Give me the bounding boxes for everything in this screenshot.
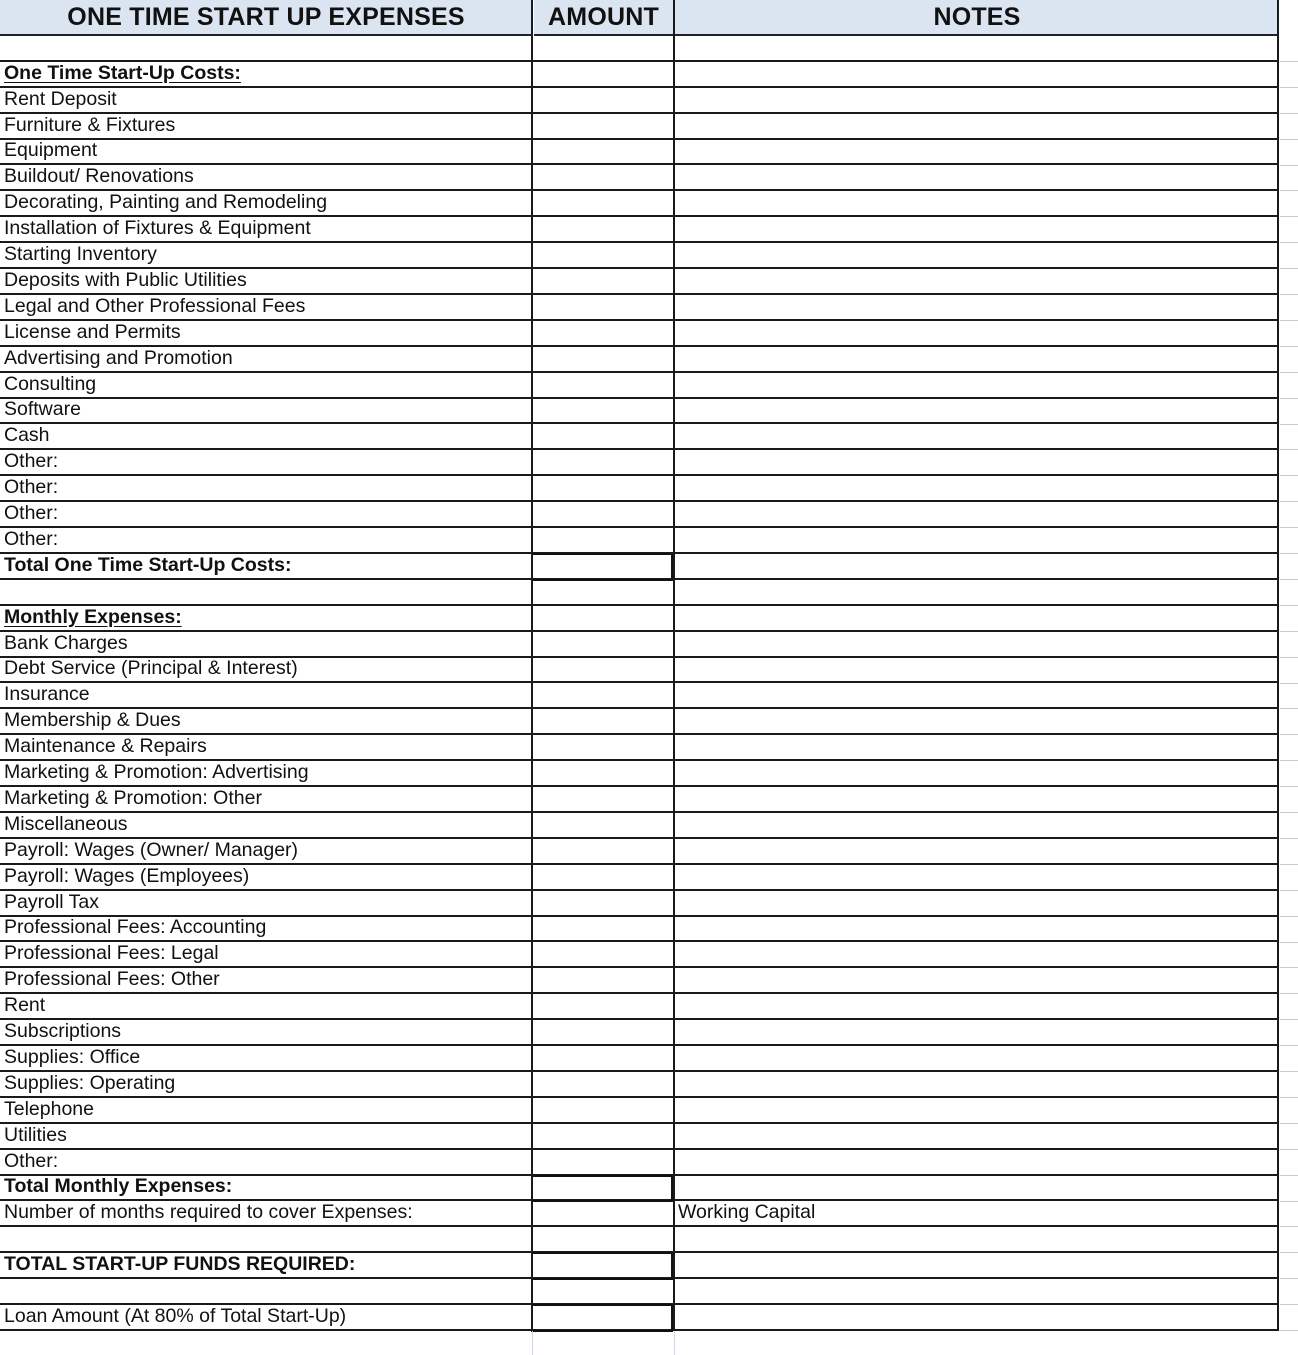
amount-cell[interactable] xyxy=(533,1150,673,1174)
notes-cell[interactable] xyxy=(675,917,1279,941)
total-amount-box[interactable] xyxy=(531,553,673,581)
row-label: Decorating, Painting and Remodeling xyxy=(4,191,328,214)
gridline-bottom-a xyxy=(532,1331,533,1355)
amount-cell[interactable] xyxy=(533,399,673,423)
row-label: Installation of Fixtures & Equipment xyxy=(4,217,311,240)
gridline xyxy=(1280,864,1298,865)
amount-cell[interactable] xyxy=(533,1046,673,1070)
row-label: Other: xyxy=(4,527,59,550)
amount-cell[interactable] xyxy=(533,1124,673,1148)
notes-cell[interactable] xyxy=(675,36,1279,60)
table-row xyxy=(0,917,1279,943)
gridline xyxy=(1280,967,1298,968)
gridline xyxy=(1280,61,1298,62)
notes-cell[interactable] xyxy=(675,373,1279,397)
row-note: Working Capital xyxy=(678,1201,816,1224)
notes-cell[interactable] xyxy=(675,813,1279,837)
gridline xyxy=(1280,1278,1298,1279)
notes-cell[interactable] xyxy=(675,62,1279,86)
row-label: Marketing & Promotion: Advertising xyxy=(4,761,309,784)
table-row xyxy=(0,1124,1279,1150)
amount-cell[interactable] xyxy=(533,580,673,604)
row-label: Furniture & Fixtures xyxy=(4,113,176,136)
table-row xyxy=(0,321,1279,347)
row-label: Professional Fees: Other xyxy=(4,968,220,991)
amount-cell[interactable] xyxy=(533,606,673,630)
gridline xyxy=(1280,631,1298,632)
notes-cell[interactable] xyxy=(675,1253,1279,1277)
row-label: Membership & Dues xyxy=(4,709,181,732)
gridline xyxy=(1280,657,1298,658)
table-row xyxy=(0,1227,1279,1253)
amount-cell[interactable] xyxy=(533,166,673,190)
gridline xyxy=(1280,683,1298,684)
table-row xyxy=(0,709,1279,735)
table-row xyxy=(0,1072,1279,1098)
notes-cell[interactable] xyxy=(675,1072,1279,1096)
table-row xyxy=(0,839,1279,865)
table-row xyxy=(0,787,1279,813)
notes-cell[interactable] xyxy=(675,1020,1279,1044)
row-label: Deposits with Public Utilities xyxy=(4,268,247,291)
table-row xyxy=(0,88,1279,114)
gridline xyxy=(1280,942,1298,943)
gridline xyxy=(1280,294,1298,295)
table-row xyxy=(0,813,1279,839)
table-row xyxy=(0,735,1279,761)
notes-cell[interactable] xyxy=(675,994,1279,1018)
amount-cell[interactable] xyxy=(533,735,673,759)
gridline xyxy=(1280,1252,1298,1253)
notes-cell[interactable] xyxy=(675,761,1279,785)
amount-cell[interactable] xyxy=(533,450,673,474)
gridline xyxy=(1280,916,1298,917)
table-row xyxy=(0,1046,1279,1072)
table-row xyxy=(0,580,1279,606)
table-row xyxy=(0,1150,1279,1176)
table-row xyxy=(0,658,1279,684)
row-label: Payroll: Wages (Employees) xyxy=(4,864,250,887)
row-label: Payroll Tax xyxy=(4,890,100,913)
gridline xyxy=(1280,1330,1298,1331)
row-label: Loan Amount (At 80% of Total Start-Up) xyxy=(4,1304,347,1327)
gridline xyxy=(1280,1097,1298,1098)
amount-cell[interactable] xyxy=(533,114,673,138)
table-row xyxy=(0,269,1279,295)
row-label: Supplies: Office xyxy=(4,1045,141,1068)
row-label: Cash xyxy=(4,424,50,447)
row-label: Maintenance & Repairs xyxy=(4,735,207,758)
notes-cell[interactable] xyxy=(675,1150,1279,1174)
gridline xyxy=(1280,1226,1298,1227)
row-label: Bank Charges xyxy=(4,631,128,654)
gridline xyxy=(1280,501,1298,502)
notes-cell[interactable] xyxy=(675,606,1279,630)
gridline xyxy=(1280,242,1298,243)
notes-cell[interactable] xyxy=(675,295,1279,319)
table-row xyxy=(0,450,1279,476)
notes-cell[interactable] xyxy=(675,632,1279,656)
gridline xyxy=(1280,1149,1298,1150)
gridline xyxy=(1280,113,1298,114)
amount-cell[interactable] xyxy=(533,373,673,397)
table-row xyxy=(0,968,1279,994)
amount-cell[interactable] xyxy=(533,36,673,60)
row-label: License and Permits xyxy=(4,320,181,343)
amount-cell[interactable] xyxy=(533,502,673,526)
notes-cell[interactable] xyxy=(675,943,1279,967)
amount-cell[interactable] xyxy=(533,1072,673,1096)
row-label: Legal and Other Professional Fees xyxy=(4,294,306,317)
table-row xyxy=(0,606,1279,632)
row-label: TOTAL START-UP FUNDS REQUIRED: xyxy=(4,1253,356,1276)
notes-cell[interactable] xyxy=(675,735,1279,759)
amount-cell[interactable] xyxy=(533,243,673,267)
amount-cell[interactable] xyxy=(533,761,673,785)
amount-cell[interactable] xyxy=(533,943,673,967)
row-label: Number of months required to cover Expenses: xyxy=(4,1201,413,1224)
gridline xyxy=(1280,346,1298,347)
table-row xyxy=(0,347,1279,373)
row-label: Debt Service (Principal & Interest) xyxy=(4,657,298,680)
row-label: Advertising and Promotion xyxy=(4,346,233,369)
gridline-bottom-b xyxy=(674,1331,675,1355)
gridline xyxy=(1280,993,1298,994)
gridline xyxy=(1280,139,1298,140)
table-row xyxy=(0,684,1279,710)
row-label: Other: xyxy=(4,450,59,473)
notes-cell[interactable] xyxy=(675,88,1279,112)
row-label: Total One Time Start-Up Costs: xyxy=(4,553,292,576)
notes-cell[interactable] xyxy=(675,787,1279,811)
gridline xyxy=(1280,890,1298,891)
gridline xyxy=(1280,812,1298,813)
notes-cell[interactable] xyxy=(675,839,1279,863)
gridline xyxy=(1280,1045,1298,1046)
table-row xyxy=(0,425,1279,451)
total-amount-box[interactable] xyxy=(531,1252,673,1280)
amount-cell[interactable] xyxy=(533,217,673,241)
notes-cell[interactable] xyxy=(675,1227,1279,1251)
amount-cell[interactable] xyxy=(533,994,673,1018)
notes-cell[interactable] xyxy=(675,1279,1279,1303)
amount-cell[interactable] xyxy=(533,839,673,863)
table-row xyxy=(0,217,1279,243)
notes-cell[interactable] xyxy=(675,1046,1279,1070)
gridline xyxy=(1280,1175,1298,1176)
amount-cell[interactable] xyxy=(533,269,673,293)
gridline xyxy=(1280,734,1298,735)
row-label: Rent Deposit xyxy=(4,87,117,110)
amount-cell[interactable] xyxy=(533,917,673,941)
row-label: Supplies: Operating xyxy=(4,1071,176,1094)
table-row xyxy=(0,632,1279,658)
row-label: Other: xyxy=(4,1149,59,1172)
notes-cell[interactable] xyxy=(675,191,1279,215)
notes-cell[interactable] xyxy=(675,166,1279,190)
gridline xyxy=(1280,579,1298,580)
notes-cell[interactable] xyxy=(675,425,1279,449)
row-label: Insurance xyxy=(4,683,90,706)
notes-cell[interactable] xyxy=(675,243,1279,267)
amount-cell[interactable] xyxy=(533,865,673,889)
gridline xyxy=(1280,475,1298,476)
amount-cell[interactable] xyxy=(533,140,673,164)
table-row xyxy=(0,62,1279,88)
gridline xyxy=(1280,708,1298,709)
gridline xyxy=(1280,216,1298,217)
notes-cell[interactable] xyxy=(675,1176,1279,1200)
notes-cell[interactable] xyxy=(675,1098,1279,1122)
notes-cell[interactable] xyxy=(675,140,1279,164)
gridline xyxy=(1280,1304,1298,1305)
gridline xyxy=(1280,527,1298,528)
amount-cell[interactable] xyxy=(533,476,673,500)
table-row xyxy=(0,140,1279,166)
amount-cell[interactable] xyxy=(533,528,673,552)
gridline xyxy=(1280,1201,1298,1202)
row-label: Marketing & Promotion: Other xyxy=(4,786,262,809)
notes-cell[interactable] xyxy=(675,968,1279,992)
table-row xyxy=(0,399,1279,425)
amount-cell[interactable] xyxy=(533,1020,673,1044)
amount-cell[interactable] xyxy=(533,632,673,656)
row-label: Other: xyxy=(4,476,59,499)
row-label: Miscellaneous xyxy=(4,812,128,835)
table-row xyxy=(0,761,1279,787)
row-label: Consulting xyxy=(4,372,97,395)
gridline xyxy=(1280,268,1298,269)
notes-cell[interactable] xyxy=(675,269,1279,293)
table-row xyxy=(0,528,1279,554)
table-row xyxy=(0,476,1279,502)
table-row xyxy=(0,865,1279,891)
gridline xyxy=(1280,320,1298,321)
row-label: Professional Fees: Legal xyxy=(4,942,219,965)
row-label: Professional Fees: Accounting xyxy=(4,916,267,939)
row-label: Buildout/ Renovations xyxy=(4,165,194,188)
row-label: Total Monthly Expenses: xyxy=(4,1175,233,1198)
table-row xyxy=(0,1279,1279,1305)
row-label: Utilities xyxy=(4,1123,67,1146)
total-amount-box[interactable] xyxy=(531,1175,673,1203)
table-row xyxy=(0,243,1279,269)
gridline xyxy=(1280,553,1298,554)
notes-cell[interactable] xyxy=(675,865,1279,889)
gridline xyxy=(1280,165,1298,166)
table-row xyxy=(0,114,1279,140)
amount-column-divider xyxy=(531,0,533,1331)
table-row xyxy=(0,1098,1279,1124)
row-label: Monthly Expenses: xyxy=(4,605,182,628)
amount-cell[interactable] xyxy=(533,787,673,811)
gridline xyxy=(1280,372,1298,373)
row-label: Equipment xyxy=(4,139,98,162)
table-row xyxy=(0,502,1279,528)
gridline xyxy=(1280,760,1298,761)
table-row xyxy=(0,1020,1279,1046)
notes-cell[interactable] xyxy=(675,554,1279,578)
row-label: Other: xyxy=(4,502,59,525)
table-row xyxy=(0,36,1279,62)
header-expenses: ONE TIME START UP EXPENSES xyxy=(0,0,532,36)
amount-cell[interactable] xyxy=(533,709,673,733)
amount-cell[interactable] xyxy=(533,1098,673,1122)
notes-cell[interactable] xyxy=(675,450,1279,474)
table-row xyxy=(0,1202,1279,1228)
amount-cell[interactable] xyxy=(533,968,673,992)
row-label: Payroll: Wages (Owner/ Manager) xyxy=(4,838,299,861)
amount-cell[interactable] xyxy=(533,191,673,215)
gridline xyxy=(1280,87,1298,88)
notes-cell[interactable] xyxy=(675,528,1279,552)
row-label: Rent xyxy=(4,994,46,1017)
right-border xyxy=(1277,0,1279,1331)
notes-cell[interactable] xyxy=(675,709,1279,733)
notes-cell[interactable] xyxy=(675,347,1279,371)
notes-cell[interactable] xyxy=(675,658,1279,682)
table-row xyxy=(0,943,1279,969)
amount-cell[interactable] xyxy=(533,1279,673,1303)
total-amount-box[interactable] xyxy=(531,1304,673,1332)
table-row xyxy=(0,191,1279,217)
amount-cell[interactable] xyxy=(533,295,673,319)
table-row xyxy=(0,295,1279,321)
notes-cell[interactable] xyxy=(675,502,1279,526)
gridline xyxy=(1280,1071,1298,1072)
row-label: One Time Start-Up Costs: xyxy=(4,61,241,84)
amount-cell[interactable] xyxy=(533,1202,673,1226)
notes-cell[interactable] xyxy=(675,684,1279,708)
header-amount: AMOUNT xyxy=(534,0,673,36)
notes-cell[interactable] xyxy=(675,1305,1279,1329)
gridline xyxy=(1280,1123,1298,1124)
row-label: Starting Inventory xyxy=(4,243,157,266)
gridline xyxy=(1280,1019,1298,1020)
amount-cell[interactable] xyxy=(533,347,673,371)
gridline xyxy=(1280,398,1298,399)
table-row xyxy=(0,994,1279,1020)
table-row xyxy=(0,166,1279,192)
row-label: Telephone xyxy=(4,1097,94,1120)
notes-cell[interactable] xyxy=(675,580,1279,604)
amount-cell[interactable] xyxy=(533,321,673,345)
gridline xyxy=(1280,605,1298,606)
row-label: Software xyxy=(4,398,81,421)
notes-cell[interactable] xyxy=(675,476,1279,500)
amount-cell[interactable] xyxy=(533,1227,673,1251)
header-notes: NOTES xyxy=(675,0,1279,36)
notes-cell[interactable] xyxy=(675,217,1279,241)
gridline xyxy=(1280,786,1298,787)
notes-cell[interactable] xyxy=(675,399,1279,423)
amount-cell[interactable] xyxy=(533,62,673,86)
notes-cell[interactable] xyxy=(675,321,1279,345)
row-label: Subscriptions xyxy=(4,1020,122,1043)
gridline xyxy=(1280,424,1298,425)
gridline xyxy=(1280,838,1298,839)
amount-cell[interactable] xyxy=(533,658,673,682)
gridline xyxy=(1280,190,1298,191)
notes-cell[interactable] xyxy=(675,891,1279,915)
gridline xyxy=(1280,449,1298,450)
amount-cell[interactable] xyxy=(533,684,673,708)
table-row xyxy=(0,891,1279,917)
notes-column-divider xyxy=(673,0,675,1331)
amount-cell[interactable] xyxy=(533,891,673,915)
notes-cell[interactable] xyxy=(675,1124,1279,1148)
notes-cell[interactable] xyxy=(675,114,1279,138)
amount-cell[interactable] xyxy=(533,425,673,449)
amount-cell[interactable] xyxy=(533,813,673,837)
table-row xyxy=(0,373,1279,399)
amount-cell[interactable] xyxy=(533,88,673,112)
